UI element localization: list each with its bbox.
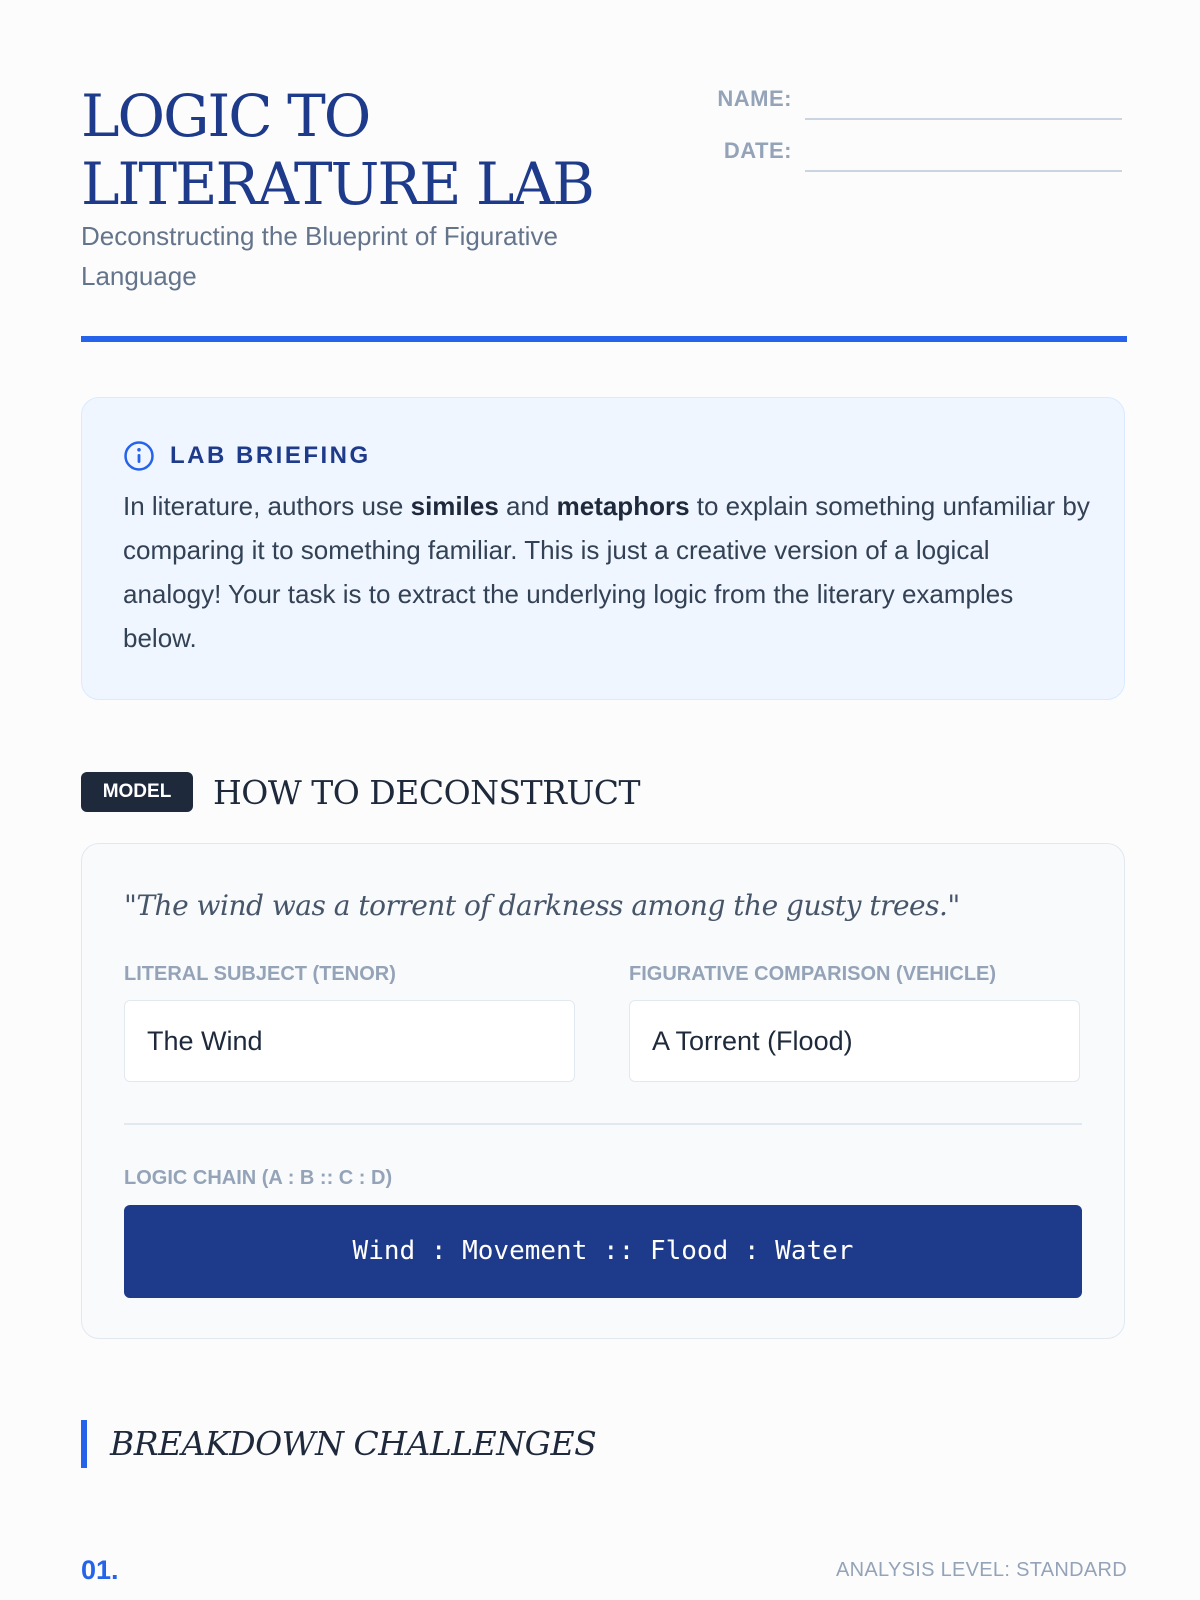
logic-chain-box[interactable]: Wind : Movement :: Flood : Water — [124, 1205, 1082, 1298]
tenor-answer-box[interactable]: The Wind — [124, 1000, 575, 1082]
page-subtitle: Deconstructing the Blueprint of Figurative Language — [81, 221, 558, 291]
model-heading: HOW TO DECONSTRUCT — [213, 773, 641, 812]
challenges-heading: BREAKDOWN CHALLENGES — [110, 1424, 597, 1463]
analysis-level-label: ANALYSIS LEVEL: STANDARD — [836, 1559, 1127, 1581]
lab-briefing-card — [81, 397, 1125, 700]
card-divider — [124, 1123, 1082, 1125]
challenge-accent-bar — [81, 1420, 87, 1468]
vehicle-label: FIGURATIVE COMPARISON (VEHICLE) — [629, 963, 997, 985]
date-label: DATE: — [723, 138, 792, 163]
briefing-text: In literature, authors use similes and metaphors to explain something unfamiliar by comparing it to something familiar. This is just a creative version of a logical analogy! Your task is to extract the underlying logic from the literary examples below. — [123, 491, 1090, 653]
challenge-number: 01. — [81, 1555, 119, 1585]
model-badge: MODEL — [81, 772, 193, 812]
name-field[interactable] — [700, 82, 1122, 122]
example-quote: "The wind was a torrent of darkness among the gusty trees." — [124, 889, 960, 922]
date-line[interactable] — [805, 170, 1122, 172]
header-divider — [81, 336, 1127, 342]
vehicle-answer-box[interactable]: A Torrent (Flood) — [629, 1000, 1080, 1082]
similes-term: similes — [410, 491, 499, 521]
date-field[interactable] — [700, 134, 1122, 174]
info-icon — [123, 440, 155, 472]
metaphors-term: metaphors — [556, 491, 690, 521]
name-label: NAME: — [717, 86, 792, 111]
briefing-title: LAB BRIEFING — [170, 442, 371, 469]
tenor-label: LITERAL SUBJECT (TENOR) — [124, 963, 396, 985]
model-example-card — [81, 843, 1125, 1339]
logic-chain-label: LOGIC CHAIN (A : B :: C : D) — [124, 1167, 393, 1189]
page-title: LOGIC TO LITERATURE LAB — [81, 82, 593, 218]
name-line[interactable] — [805, 118, 1122, 120]
